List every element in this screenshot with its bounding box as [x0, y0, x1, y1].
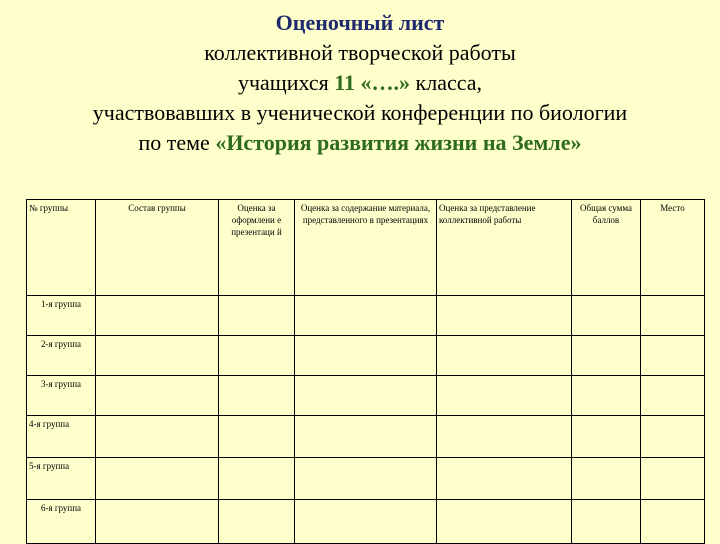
cell-total[interactable]: [572, 416, 641, 458]
cell-place[interactable]: [641, 376, 705, 416]
cell-design[interactable]: [219, 296, 295, 336]
cell-place[interactable]: [641, 416, 705, 458]
header-group-members: Состав группы: [96, 200, 219, 296]
cell-place[interactable]: [641, 296, 705, 336]
cell-design[interactable]: [219, 376, 295, 416]
cell-total[interactable]: [572, 500, 641, 544]
cell-presentation[interactable]: [437, 296, 572, 336]
table-row: [27, 500, 705, 544]
header-place: Место: [641, 200, 705, 296]
cell-content[interactable]: [295, 500, 437, 544]
table-row: [27, 376, 705, 416]
row-label: 5-я группа: [27, 458, 96, 500]
cell-presentation[interactable]: [437, 336, 572, 376]
title-line-5: [0, 128, 720, 158]
cell-members[interactable]: [96, 336, 219, 376]
header-presentation-score: Оценка за представление коллективной работы: [437, 200, 572, 296]
cell-place[interactable]: [641, 500, 705, 544]
evaluation-table: [26, 199, 705, 544]
cell-place[interactable]: [641, 458, 705, 500]
cell-members[interactable]: [96, 416, 219, 458]
row-label: 3-я группа: [27, 376, 96, 416]
cell-design[interactable]: [219, 416, 295, 458]
cell-members[interactable]: [96, 458, 219, 500]
title-line-3: [0, 68, 720, 98]
title-line-1: Оценочный лист: [275, 10, 445, 35]
table-row: [27, 296, 705, 336]
table-row: [27, 336, 705, 376]
title-line-3-pre: учащихся: [237, 70, 335, 95]
cell-total[interactable]: [572, 336, 641, 376]
cell-members[interactable]: [96, 500, 219, 544]
title-line-3-post: класса,: [410, 70, 483, 95]
cell-total[interactable]: [572, 376, 641, 416]
header-group-number: № группы: [27, 200, 96, 296]
cell-presentation[interactable]: [437, 458, 572, 500]
cell-content[interactable]: [295, 376, 437, 416]
cell-content[interactable]: [295, 336, 437, 376]
cell-content[interactable]: [295, 416, 437, 458]
title-line-5-pre: по теме: [138, 130, 216, 155]
cell-place[interactable]: [641, 336, 705, 376]
row-label: 2-я группа: [27, 336, 96, 376]
header-total-score: Общая сумма баллов: [572, 200, 641, 296]
cell-presentation[interactable]: [437, 376, 572, 416]
title-line-2: коллективной творческой работы: [204, 40, 516, 65]
cell-content[interactable]: [295, 458, 437, 500]
cell-members[interactable]: [96, 296, 219, 336]
table-row: [27, 416, 705, 458]
cell-design[interactable]: [219, 458, 295, 500]
cell-members[interactable]: [96, 376, 219, 416]
row-label: 1-я группа: [27, 296, 96, 336]
title-line-4: участвовавших в ученической конференции по биологии: [92, 100, 628, 125]
cell-design[interactable]: [219, 336, 295, 376]
table-row: [27, 458, 705, 500]
topic-name: «История развития жизни на Земле»: [215, 130, 582, 155]
header-design-score: Оценка за оформлени е презентаци й: [219, 200, 295, 296]
header-content-score: Оценка за содержание материала, представленного в презентациях: [295, 200, 437, 296]
cell-presentation[interactable]: [437, 500, 572, 544]
header-row: [27, 200, 705, 296]
cell-total[interactable]: [572, 296, 641, 336]
row-label: 6-я группа: [27, 500, 96, 544]
cell-total[interactable]: [572, 458, 641, 500]
cell-design[interactable]: [219, 500, 295, 544]
row-label: 4-я группа: [27, 416, 96, 458]
document-title: [0, 8, 720, 158]
class-number: 11 «….»: [334, 70, 411, 95]
cell-presentation[interactable]: [437, 416, 572, 458]
cell-content[interactable]: [295, 296, 437, 336]
